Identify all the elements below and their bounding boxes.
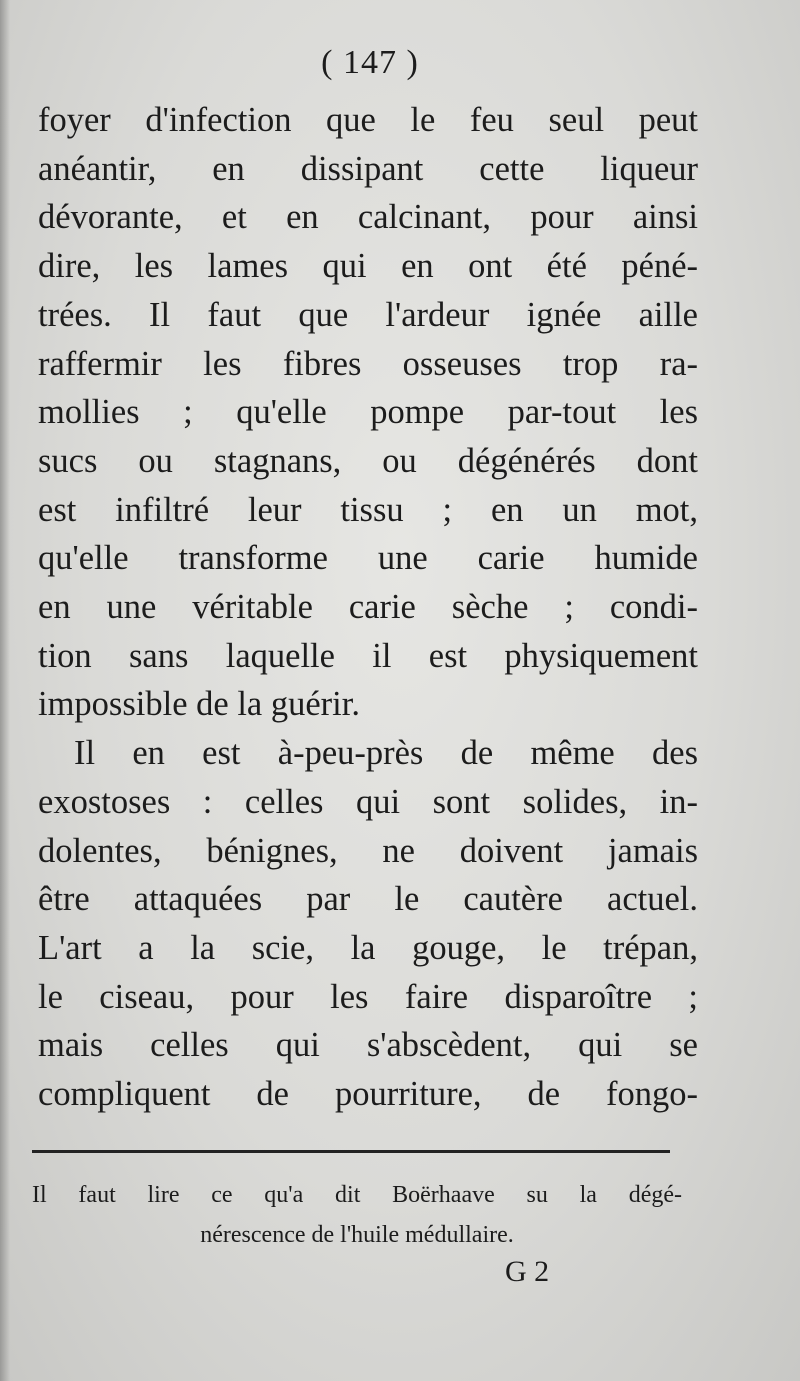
text-line: en une véritable carie sèche ; condi- bbox=[38, 588, 698, 627]
text-line: qu'elle transforme une carie humide bbox=[38, 539, 698, 578]
text-line: est infiltré leur tissu ; en un mot, bbox=[38, 490, 698, 529]
paragraph-start-line: Il en est à-peu-près de même des bbox=[74, 734, 698, 773]
text-line: dévorante, et en calcinant, pour ainsi bbox=[38, 198, 698, 237]
signature-mark: G 2 bbox=[505, 1255, 550, 1288]
text-line: dolentes, bénignes, ne doivent jamais bbox=[38, 831, 698, 870]
text-line: tion sans laquelle il est physiquement bbox=[38, 636, 698, 675]
text-line: trées. Il faut que l'ardeur ignée aille bbox=[38, 295, 698, 334]
text-line: le ciseau, pour les faire disparoître ; bbox=[38, 977, 698, 1016]
footnote-divider bbox=[32, 1150, 670, 1153]
page-gutter-shadow bbox=[0, 0, 10, 1381]
text-line: mollies ; qu'elle pompe par-tout les bbox=[38, 393, 698, 432]
footnote-line: nérescence de l'huile médullaire. bbox=[200, 1222, 514, 1248]
text-line: dire, les lames qui en ont été péné- bbox=[38, 247, 698, 286]
text-line: foyer d'infection que le feu seul peut bbox=[38, 101, 698, 139]
text-line: anéantir, en dissipant cette liqueur bbox=[38, 149, 698, 188]
body-text bbox=[38, 96, 698, 1119]
text-line: raffermir les fibres osseuses trop ra- bbox=[38, 344, 698, 383]
text-line: compliquent de pourriture, de fongo- bbox=[38, 1075, 698, 1114]
footnote bbox=[32, 1175, 682, 1255]
paragraph-end-line: impossible de la guérir. bbox=[38, 685, 360, 724]
text-line: exostoses : celles qui sont solides, in- bbox=[38, 782, 698, 821]
text-line: sucs ou stagnans, ou dégénérés dont bbox=[38, 441, 698, 480]
text-line: être attaquées par le cautère actuel. bbox=[38, 880, 698, 919]
text-line: L'art a la scie, la gouge, le trépan, bbox=[38, 928, 698, 967]
text-line: mais celles qui s'abscèdent, qui se bbox=[38, 1026, 698, 1065]
page-number: ( 147 ) bbox=[321, 44, 419, 81]
footnote-line: Il faut lire ce qu'a dit Boërhaave su la dégé- bbox=[32, 1182, 682, 1208]
